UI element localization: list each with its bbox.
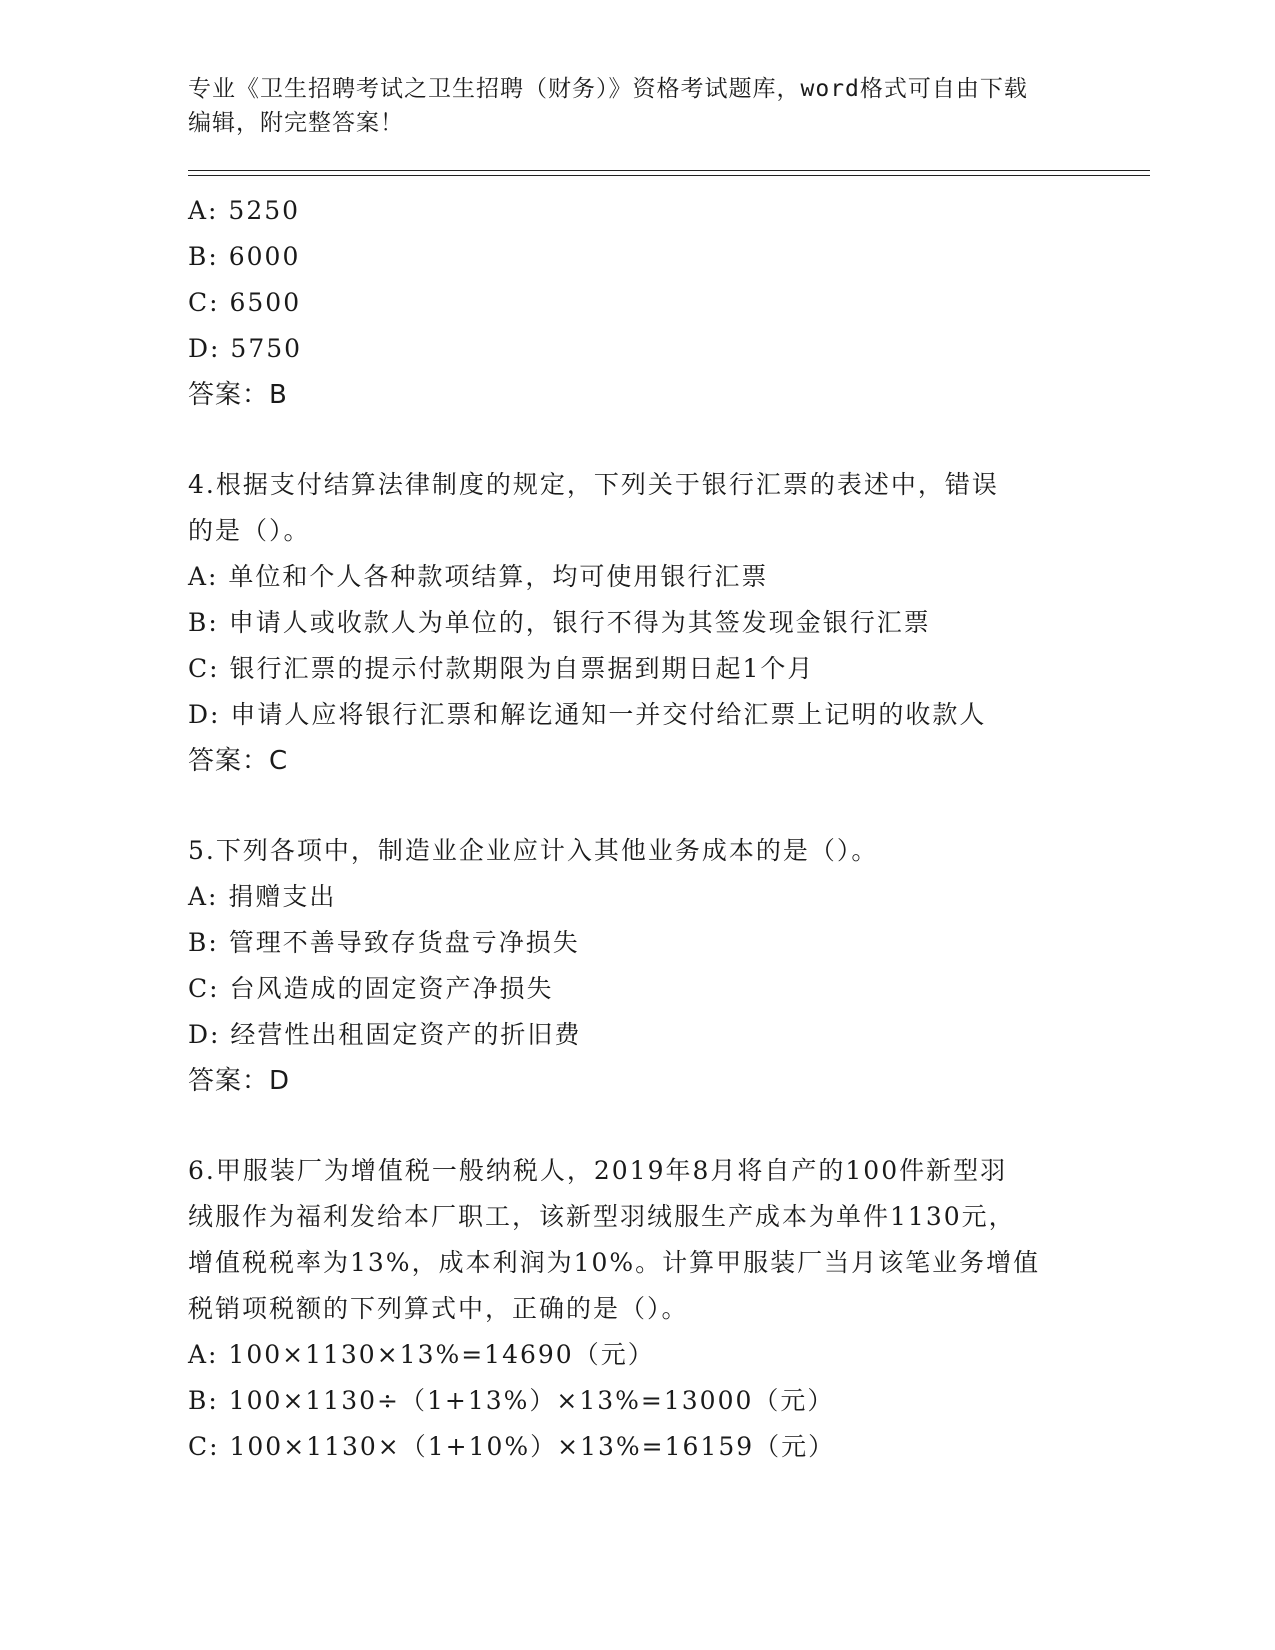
q5-option-b: B: 管理不善导致存货盘亏净损失 (188, 928, 580, 957)
header-line-1: 专业《卫生招聘考试之卫生招聘（财务）》资格考试题库，word格式可自由下载 (188, 76, 1028, 102)
question-6-block (188, 1148, 1148, 1470)
q4-answer: 答案：C (188, 746, 289, 776)
q6-stem-line-4: 税销项税额的下列算式中，正确的是（）。 (188, 1294, 689, 1323)
q6-option-c: C: 100×1130×（1+10%）×13%=16159（元） (188, 1432, 836, 1461)
q4-option-c: C: 银行汇票的提示付款期限为自票据到期日起1个月 (188, 654, 815, 683)
header-rule-bottom (188, 175, 1150, 176)
q5-option-d: D: 经营性出租固定资产的折旧费 (188, 1020, 582, 1049)
document-header (188, 72, 1088, 140)
q5-option-a: A: 捐赠支出 (188, 882, 337, 911)
q5-answer: 答案：D (188, 1066, 291, 1096)
q5-stem-line-1: 5.下列各项中，制造业企业应计入其他业务成本的是（）。 (188, 836, 879, 865)
q3-answer: 答案：B (188, 380, 288, 410)
q5-option-c: C: 台风造成的固定资产净损失 (188, 974, 554, 1003)
q6-stem-line-2: 绒服作为福利发给本厂职工，该新型羽绒服生产成本为单件1130元， (188, 1202, 1016, 1231)
q6-stem-line-3: 增值税税率为13%，成本利润为10%。计算甲服装厂当月该笔业务增值 (188, 1248, 1041, 1277)
question-5-block (188, 828, 1148, 1104)
header-line-2: 编辑，附完整答案！ (188, 110, 404, 136)
q4-option-d: D: 申请人应将银行汇票和解讫通知一并交付给汇票上记明的收款人 (188, 700, 987, 729)
q4-stem-line-1: 4.根据支付结算法律制度的规定，下列关于银行汇票的表述中，错误 (188, 470, 999, 499)
header-rule-top (188, 170, 1150, 171)
question-4-block (188, 462, 1148, 784)
q6-option-a: A: 100×1130×13%=14690（元） (188, 1340, 655, 1369)
question-list (188, 188, 1148, 1470)
q3-option-b: B: 6000 (188, 242, 301, 271)
q6-stem-line-1: 6.甲服装厂为增值税一般纳税人，2019年8月将自产的100件新型羽 (188, 1156, 1008, 1185)
q4-stem-line-2: 的是（）。 (188, 516, 311, 545)
q6-option-b: B: 100×1130÷（1+13%）×13%=13000（元） (188, 1386, 835, 1415)
q3-option-c: C: 6500 (188, 288, 302, 317)
q3-option-a: A: 5250 (188, 196, 301, 225)
q4-option-b: B: 申请人或收款人为单位的，银行不得为其签发现金银行汇票 (188, 608, 931, 637)
q4-option-a: A: 单位和个人各种款项结算，均可使用银行汇票 (188, 562, 769, 591)
q3-option-d: D: 5750 (188, 334, 303, 363)
question-3-block (188, 188, 1148, 418)
